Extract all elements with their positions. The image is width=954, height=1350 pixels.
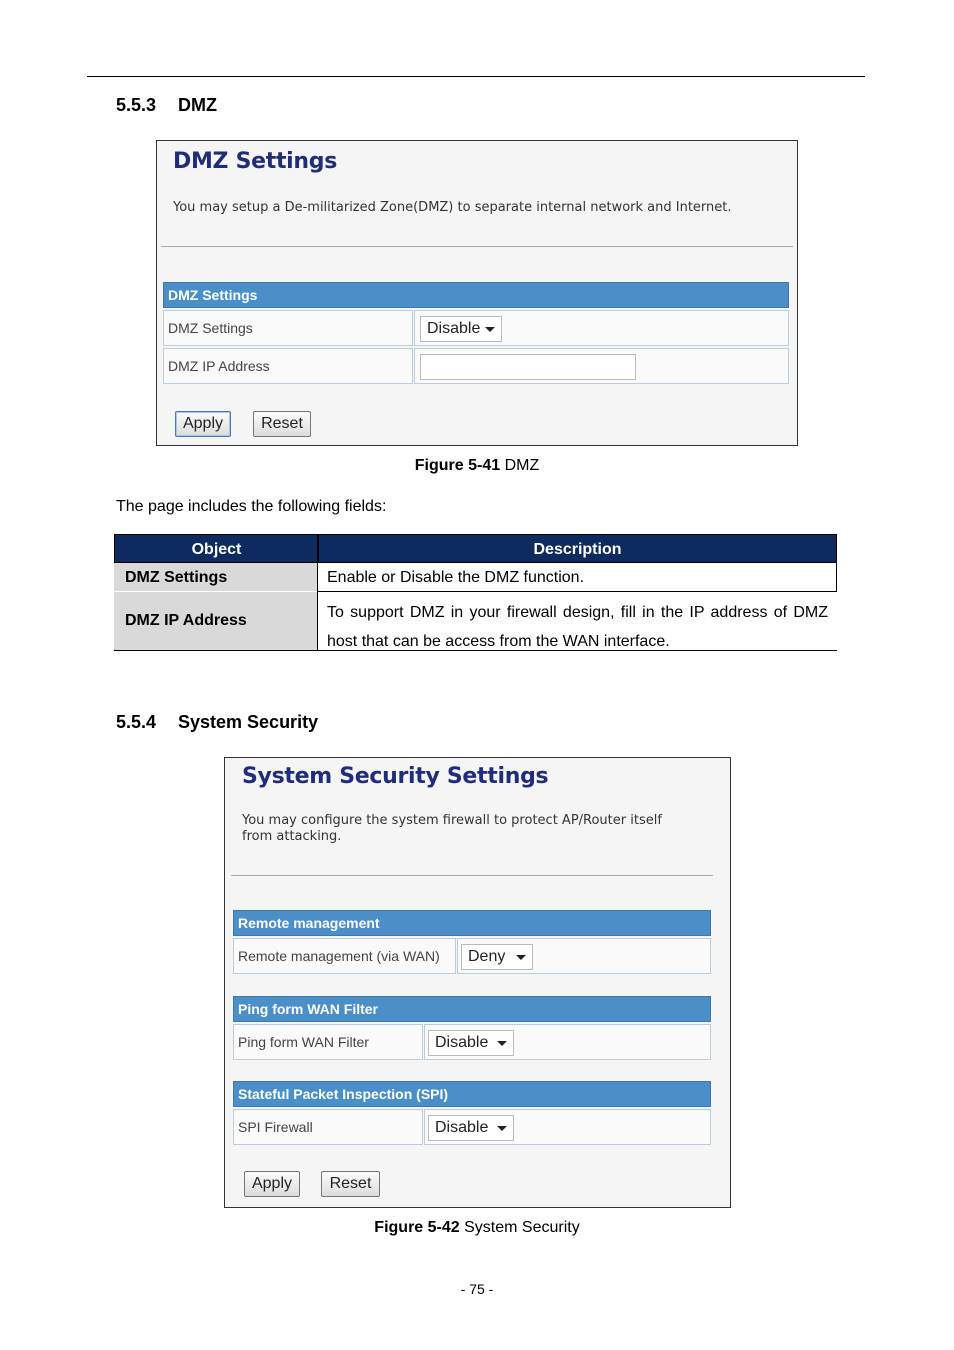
apply-button[interactable]: Apply [175,411,231,437]
ping-filter-selected: Disable [435,1034,489,1051]
dmz-ip-value-cell [414,348,789,384]
remote-management-select[interactable] [461,944,533,970]
description-line: You may configure the system firewall to protect AP/Router itself [242,813,662,828]
table-row-object: DMZ IP Address [114,592,318,650]
chevron-down-icon [485,327,495,332]
figure-title: System Security [464,1219,580,1236]
panel-title: System Security Settings [242,764,549,789]
table-row-description: Enable or Disable the DMZ function. [327,569,585,586]
spi-firewall-label: SPI Firewall [233,1109,423,1145]
spi-firewall-selected: Disable [435,1119,489,1136]
remote-management-value-cell [457,938,711,974]
dmz-settings-select[interactable] [420,316,502,342]
table-right-border [836,534,837,592]
figure-title: DMZ [504,457,540,474]
figure-number: Figure 5-42 [374,1219,460,1236]
section-number: 5.5.4 [116,712,157,732]
chevron-down-icon [497,1041,507,1046]
remote-management-label: Remote management (via WAN) [233,938,456,974]
description-line: host that can be access from the WAN interface. [327,633,670,650]
panel-divider [231,875,713,876]
dmz-settings-value-cell [414,310,789,346]
panel-divider [161,246,793,247]
table-bottom-border [114,650,837,651]
section-number: 5.5.3 [116,95,157,115]
remote-management-selected: Deny [468,948,506,965]
figure-number: Figure 5-41 [414,457,501,474]
section-heading-dmz [116,95,217,116]
figure-caption-41 [0,457,954,475]
dmz-ip-label: DMZ IP Address [163,348,413,384]
system-security-panel [224,757,731,1208]
chevron-down-icon [516,955,526,960]
page-number: - 75 - [460,1281,494,1297]
figure-caption-42 [0,1219,954,1237]
dmz-section-header: DMZ Settings [163,282,789,308]
reset-button[interactable]: Reset [321,1171,380,1197]
field-table [114,534,837,651]
remote-management-header: Remote management [233,910,711,936]
table-header-object: Object [114,534,319,563]
table-row-description [318,598,837,656]
column-divider [317,534,318,651]
section-title: DMZ [178,95,217,115]
header-rule [87,76,865,77]
row-divider [318,591,837,592]
dmz-settings-label: DMZ Settings [163,310,413,346]
table-row-object: DMZ Settings [114,563,318,592]
spi-header: Stateful Packet Inspection (SPI) [233,1081,711,1107]
spi-firewall-value-cell [424,1109,711,1145]
panel-description: You may setup a De-militarized Zone(DMZ) to separate internal network and Internet. [173,200,732,215]
dmz-settings-selected: Disable [427,320,481,337]
dmz-settings-panel [156,140,798,446]
panel-description [242,813,662,845]
description-line: To support DMZ in your firewall design, fill in the IP address of DMZ [327,604,828,621]
intro-text: The page includes the following fields: [116,498,387,515]
ping-filter-label: Ping form WAN Filter [233,1024,423,1060]
panel-title: DMZ Settings [173,149,338,174]
reset-button[interactable]: Reset [253,411,311,437]
ping-filter-select[interactable] [428,1030,514,1056]
spi-firewall-select[interactable] [428,1115,514,1141]
ping-filter-value-cell [424,1024,711,1060]
chevron-down-icon [497,1126,507,1131]
dmz-ip-input[interactable] [420,354,636,380]
apply-button[interactable]: Apply [244,1171,300,1197]
ping-filter-header: Ping form WAN Filter [233,996,711,1022]
table-header-description: Description [318,534,837,563]
section-title: System Security [178,712,319,732]
section-heading-security [116,712,318,733]
description-line: from attacking. [242,829,342,844]
